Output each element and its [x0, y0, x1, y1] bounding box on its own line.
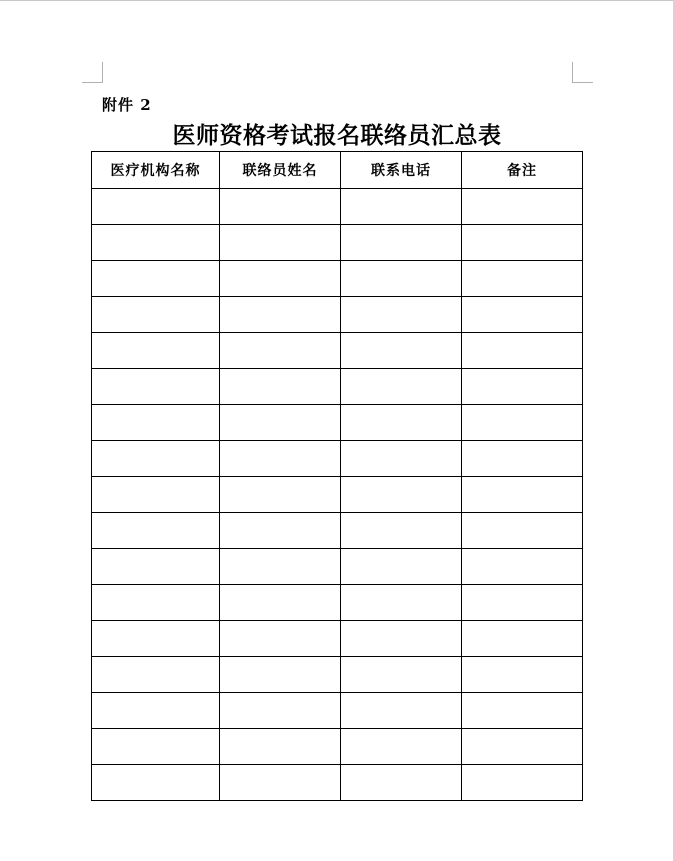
table-cell[interactable]	[341, 225, 462, 261]
table-cell[interactable]	[220, 189, 341, 225]
table-row	[92, 657, 583, 693]
table-row	[92, 729, 583, 765]
table-cell[interactable]	[92, 405, 220, 441]
table-row	[92, 189, 583, 225]
table-cell[interactable]	[462, 189, 583, 225]
table-cell[interactable]	[92, 621, 220, 657]
table-cell[interactable]	[220, 477, 341, 513]
table-cell[interactable]	[92, 369, 220, 405]
table-cell[interactable]	[341, 549, 462, 585]
table-cell[interactable]	[92, 657, 220, 693]
table-cell[interactable]	[341, 585, 462, 621]
table-cell[interactable]	[341, 297, 462, 333]
table-cell[interactable]	[92, 225, 220, 261]
table-cell[interactable]	[341, 369, 462, 405]
margin-corner-top-right	[572, 62, 593, 83]
table-cell[interactable]	[92, 297, 220, 333]
table-cell[interactable]	[220, 513, 341, 549]
table-cell[interactable]	[341, 477, 462, 513]
table-row	[92, 225, 583, 261]
document-title: 医师资格考试报名联络员汇总表	[172, 122, 502, 149]
table-cell[interactable]	[220, 549, 341, 585]
table-cell[interactable]	[220, 405, 341, 441]
table-cell[interactable]	[220, 585, 341, 621]
table-header-row	[92, 152, 583, 189]
table-row	[92, 693, 583, 729]
table-cell[interactable]	[220, 621, 341, 657]
table-row	[92, 441, 583, 477]
table-cell[interactable]	[341, 333, 462, 369]
table-cell[interactable]	[462, 297, 583, 333]
table-cell[interactable]	[220, 729, 341, 765]
table-cell[interactable]	[341, 513, 462, 549]
table-cell[interactable]	[92, 477, 220, 513]
table-cell[interactable]	[220, 225, 341, 261]
table-row	[92, 513, 583, 549]
table-cell[interactable]	[92, 513, 220, 549]
table-row	[92, 369, 583, 405]
table-row	[92, 477, 583, 513]
table-cell[interactable]	[462, 369, 583, 405]
table-cell[interactable]	[92, 729, 220, 765]
table-cell[interactable]	[220, 693, 341, 729]
table-row	[92, 333, 583, 369]
table-cell[interactable]	[341, 657, 462, 693]
table-cell[interactable]	[341, 729, 462, 765]
table-cell[interactable]	[220, 261, 341, 297]
table-cell[interactable]	[220, 765, 341, 801]
table-cell[interactable]	[341, 693, 462, 729]
table-cell[interactable]	[462, 765, 583, 801]
table-cell[interactable]	[462, 441, 583, 477]
table-row	[92, 549, 583, 585]
table-cell[interactable]	[92, 585, 220, 621]
window-top-edge	[0, 0, 675, 1]
header-institution-name: 医疗机构名称	[92, 152, 220, 189]
table-cell[interactable]	[220, 333, 341, 369]
table-cell[interactable]	[220, 369, 341, 405]
table-row	[92, 585, 583, 621]
table-cell[interactable]	[462, 261, 583, 297]
table-cell[interactable]	[341, 765, 462, 801]
header-remarks: 备注	[462, 152, 583, 189]
table-cell[interactable]	[462, 585, 583, 621]
table-row	[92, 405, 583, 441]
table-cell[interactable]	[462, 621, 583, 657]
table-cell[interactable]	[92, 765, 220, 801]
table-cell[interactable]	[462, 333, 583, 369]
table-cell[interactable]	[462, 657, 583, 693]
table-cell[interactable]	[341, 621, 462, 657]
margin-corner-top-left	[82, 62, 103, 83]
table-cell[interactable]	[462, 729, 583, 765]
attachment-label: 附件 2	[102, 96, 152, 114]
table-cell[interactable]	[92, 549, 220, 585]
header-phone: 联系电话	[341, 152, 462, 189]
table-cell[interactable]	[92, 189, 220, 225]
table-cell[interactable]	[92, 261, 220, 297]
header-contact-name: 联络员姓名	[220, 152, 341, 189]
table-cell[interactable]	[220, 441, 341, 477]
table-row	[92, 261, 583, 297]
table-cell[interactable]	[341, 405, 462, 441]
table-cell[interactable]	[341, 261, 462, 297]
table-row	[92, 765, 583, 801]
table-cell[interactable]	[462, 549, 583, 585]
table-cell[interactable]	[462, 405, 583, 441]
contact-summary-table	[91, 151, 583, 801]
table-cell[interactable]	[92, 441, 220, 477]
table-row	[92, 297, 583, 333]
table-row	[92, 621, 583, 657]
table-cell[interactable]	[220, 297, 341, 333]
table-cell[interactable]	[462, 693, 583, 729]
table-cell[interactable]	[462, 513, 583, 549]
table-cell[interactable]	[341, 441, 462, 477]
table-cell[interactable]	[462, 477, 583, 513]
table-cell[interactable]	[92, 693, 220, 729]
table-cell[interactable]	[341, 189, 462, 225]
table-cell[interactable]	[220, 657, 341, 693]
table-cell[interactable]	[462, 225, 583, 261]
table-cell[interactable]	[92, 333, 220, 369]
